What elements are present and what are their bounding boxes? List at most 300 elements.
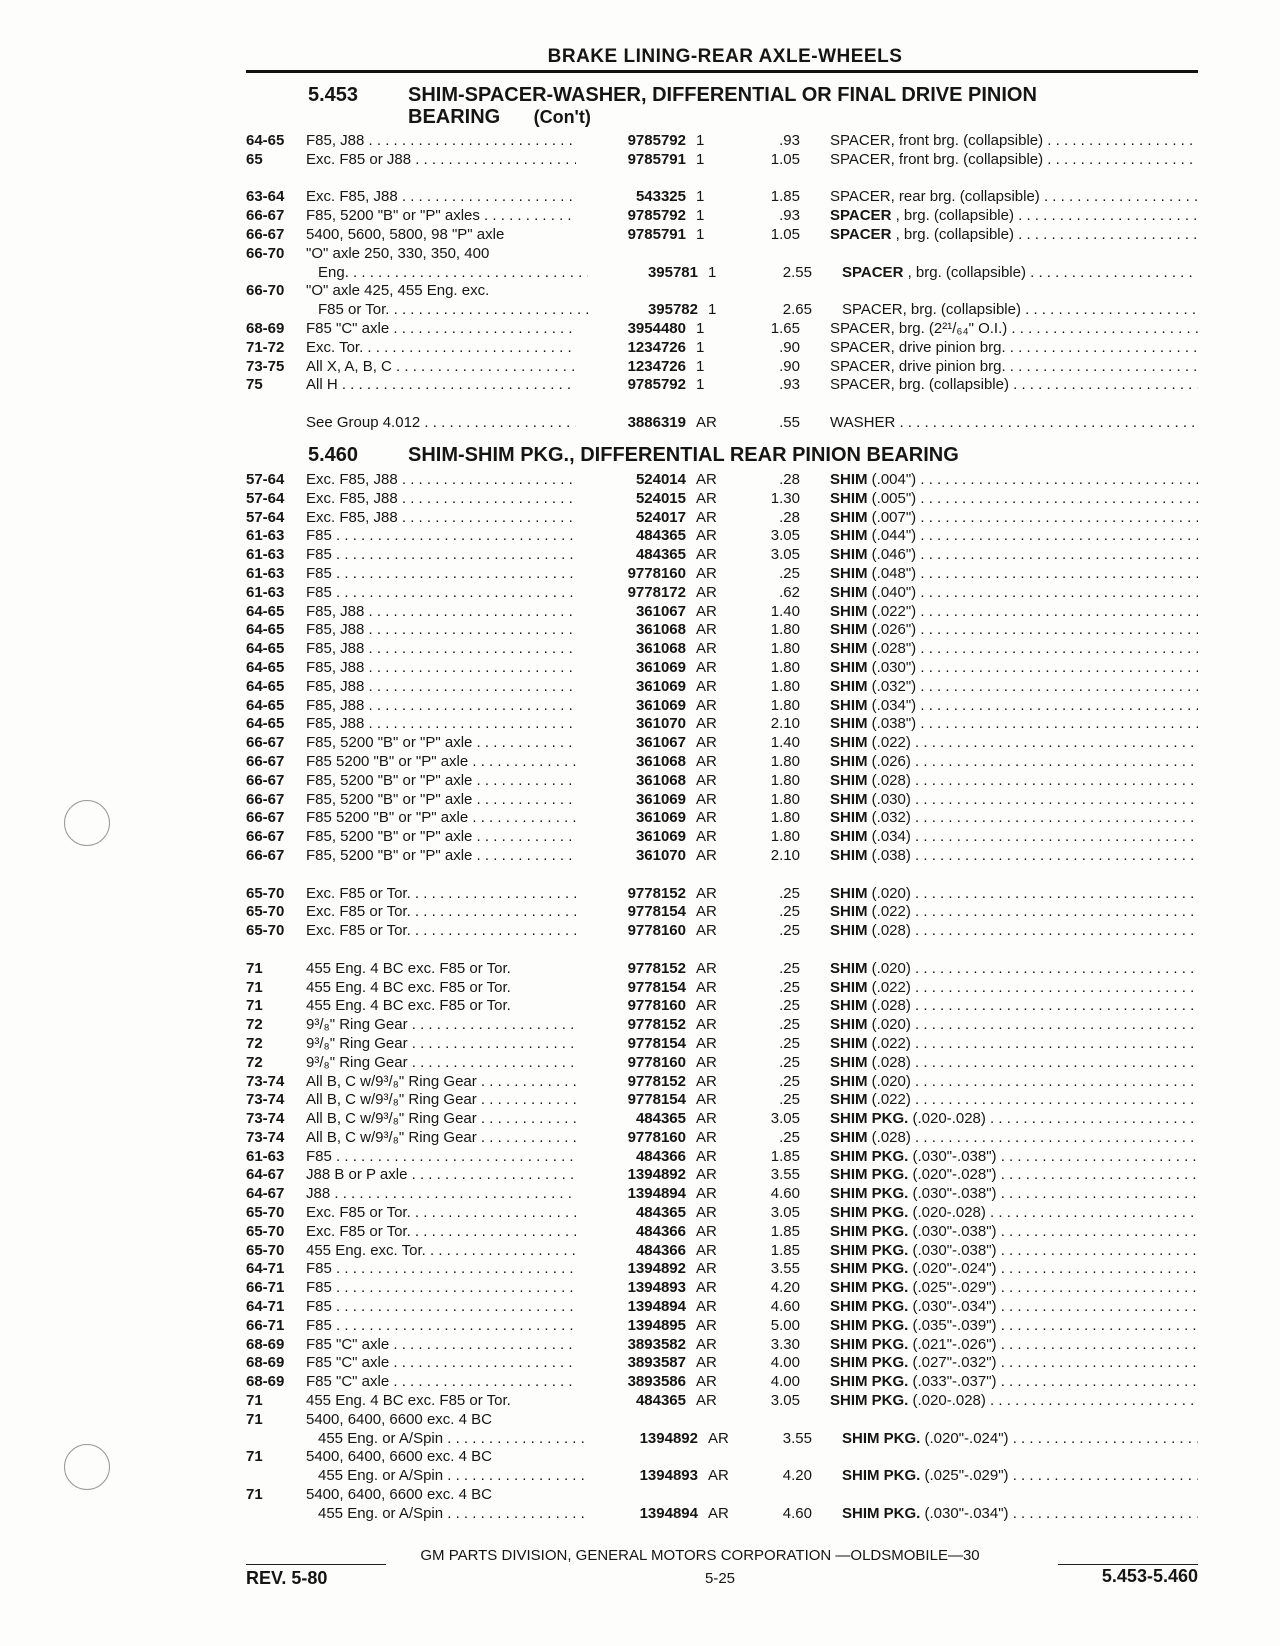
application-cell: Exc. F85, J88 . . . [306,490,576,509]
price-cell: 2.10 [770,846,800,864]
quantity-cell: AR [696,1316,717,1334]
table-row [246,960,1198,979]
year-cell: 64-67 [246,1166,285,1184]
quantity-cell: AR [696,790,717,808]
description-cell [800,1448,1198,1467]
quantity-cell: AR [696,1053,717,1071]
table-row [246,603,1198,622]
year-cell: 72 [246,1016,263,1034]
year-cell: 68-69 [246,1335,285,1353]
year-cell: 64-67 [246,1185,285,1203]
part-number-cell [576,245,686,264]
part-number-cell: 3893582 [627,1335,686,1353]
application-cell: F85 . . . [306,1298,576,1317]
quantity-cell: AR [696,1016,717,1034]
year-cell: 66-70 [246,244,285,262]
part-number-cell: 543325 [635,188,686,206]
year-cell: 71-72 [246,338,285,356]
quantity-cell: 1 [696,207,705,225]
application-cell: All B, C w/9³/₈" Ring Gear . . . [306,1129,576,1148]
description-cell: SPACER, front brg. (collapsible) . . . [800,151,1198,170]
quantity-cell: AR [696,752,717,770]
part-number-cell: 1234726 [627,357,686,375]
quantity-cell: AR [696,564,717,582]
quantity-cell: AR [696,527,717,545]
table-row [246,1336,1198,1355]
row-spacer [246,395,1198,414]
application-cell: F85, J88 . . . [306,697,576,716]
table-row [246,1448,1198,1467]
binder-hole-mark [64,800,110,846]
part-number-cell: 9778152 [627,1016,686,1034]
application-cell: F85 . . . [306,584,576,603]
price-cell: 1.85 [770,188,800,206]
description-cell: SHIM PKG. (.027"-.032") . . . [800,1354,1198,1373]
quantity-cell: AR [696,1072,717,1090]
year-cell: 63-64 [246,188,285,206]
quantity-cell: AR [696,903,717,921]
table-row [246,809,1198,828]
description-cell: SHIM (.022) . . . [800,903,1198,922]
quantity-cell: AR [696,978,717,996]
quantity-cell: AR [696,640,717,658]
year-cell: 65-70 [246,922,285,940]
application-cell: F85 5200 "B" or "P" axle . . . [306,809,576,828]
year-cell: 61-63 [246,1147,285,1165]
year-cell: 68-69 [246,1354,285,1372]
quantity-cell: AR [696,922,717,940]
application-cell: F85, 5200 "B" or "P" axle . . . [306,847,576,866]
description-cell: SPACER, front brg. (collapsible) . . . [800,132,1198,151]
quantity-cell: AR [696,771,717,789]
price-cell: .25 [779,1053,800,1071]
application-cell: All B, C w/9³/₈" Ring Gear . . . [306,1091,576,1110]
application-cell: F85 . . . [306,1148,576,1167]
year-cell: 65-70 [246,884,285,902]
table-row [246,979,1198,998]
table-row [246,414,1198,433]
year-cell: 72 [246,1053,263,1071]
year-cell: 71 [246,978,263,996]
year-cell: 66-70 [246,282,285,300]
table-row [246,1016,1198,1035]
price-cell [742,1486,800,1505]
price-cell: 4.00 [770,1373,800,1391]
year-cell: 64-65 [246,696,285,714]
year-cell: 65-70 [246,1222,285,1240]
quantity-cell: AR [696,1185,717,1203]
price-cell: 1.80 [770,809,800,827]
application-cell: "O" axle 250, 330, 350, 400 [306,244,490,262]
description-cell: SHIM (.034") . . . [800,697,1198,716]
application-cell: Eng. . . . [306,264,588,283]
quantity-cell: AR [696,1335,717,1353]
description-cell: SHIM (.048") . . . [800,565,1198,584]
application-cell: All B, C w/9³/₈" Ring Gear . . . [306,1073,576,1092]
application-cell: F85, J88 . . . [306,678,576,697]
quantity-cell: AR [696,846,717,864]
year-cell: 57-64 [246,508,285,526]
table-row [246,734,1198,753]
table-row [246,584,1198,603]
price-cell: 4.60 [782,1504,812,1522]
part-number-cell: 361069 [635,658,686,676]
table-row [246,358,1198,377]
description-cell: SHIM (.022) . . . [800,734,1198,753]
year-cell: 72 [246,1034,263,1052]
page-number: 5-25 [704,1570,736,1587]
application-cell: F85 . . . [306,1317,576,1336]
price-cell: 1.80 [770,752,800,770]
table-row [246,1166,1198,1185]
price-cell: .55 [779,413,800,431]
table-row [246,1110,1198,1129]
table-row [246,1467,1198,1486]
table-row [246,847,1198,866]
part-number-cell: 524014 [635,471,686,488]
quantity-cell: AR [696,997,717,1015]
application-cell: F85, 5200 "B" or "P" axle . . . [306,734,576,753]
application-cell: All B, C w/9³/₈" Ring Gear . . . [306,1110,576,1129]
table-row [246,339,1198,358]
description-cell: SHIM (.022") . . . [800,603,1198,622]
table-row [246,1505,1198,1524]
binder-hole-mark [64,1444,110,1490]
quantity-cell: AR [696,677,717,695]
description-cell: SHIM (.005") . . . [800,490,1198,509]
table-row [246,1298,1198,1317]
year-cell: 73-74 [246,1091,285,1109]
part-number-cell: 361069 [635,809,686,827]
quantity-cell: AR [696,1204,717,1222]
description-cell: SHIM PKG. (.020"-.028") . . . [800,1166,1198,1185]
quantity-cell: 1 [696,319,705,337]
price-cell: .25 [779,903,800,921]
year-cell: 64-65 [246,132,285,149]
year-cell [246,264,306,283]
quantity-cell: AR [696,583,717,601]
price-cell: 4.20 [770,1279,800,1297]
description-cell: SHIM (.020) . . . [800,1016,1198,1035]
description-cell: SPACER , brg. (collapsible) . . . [800,226,1198,245]
table-row [246,151,1198,170]
year-cell: 75 [246,376,263,394]
description-cell: SHIM PKG. (.020"-.024") . . . [800,1260,1198,1279]
description-cell: SHIM (.026) . . . [800,753,1198,772]
application-cell: 455 Eng. 4 BC exc. F85 or Tor. [306,1392,511,1410]
table-row [246,678,1198,697]
price-cell: 3.05 [770,1204,800,1222]
part-number-cell: 361068 [635,621,686,639]
description-cell: SHIM (.004") . . . [800,471,1198,490]
part-number-cell: 9778152 [627,959,686,977]
year-cell: 66-67 [246,225,285,243]
year-cell: 57-64 [246,489,285,507]
description-cell: SHIM (.028) . . . [800,1054,1198,1073]
price-cell: 1.30 [770,489,800,507]
quantity-cell: AR [696,413,717,431]
footer-publisher: GM PARTS DIVISION, GENERAL MOTORS CORPORATION —OLDSMOBILE—30 [420,1547,980,1564]
description-cell: SPACER, brg. (2²¹/₆₄" O.I.) . . . [800,320,1198,339]
table-row [246,1073,1198,1092]
price-cell: 3.55 [770,1166,800,1184]
year-cell: 66-67 [246,752,285,770]
year-cell [246,1467,306,1486]
application-cell: F85, 5200 "B" or "P" axle . . . [306,772,576,791]
application-cell: F85, J88 . . . [306,132,576,151]
description-cell: SHIM PKG. (.020"-.024") . . . [812,1430,1198,1449]
year-cell: 65-70 [246,1241,285,1259]
table-row [246,753,1198,772]
description-cell: SHIM PKG. (.025"-.029") . . . [800,1279,1198,1298]
table-row [246,188,1198,207]
part-number-cell: 9778160 [627,564,686,582]
part-number-cell: 1394894 [627,1298,686,1316]
description-cell [800,1411,1198,1430]
description-cell: SHIM PKG. (.030"-.038") . . . [800,1185,1198,1204]
application-cell: F85, J88 . . . [306,659,576,678]
description-cell: WASHER . . . [800,414,1198,433]
description-cell: SHIM PKG. (.030"-.038") . . . [800,1148,1198,1167]
quantity-cell: 1 [708,301,717,319]
quantity-cell: AR [696,602,717,620]
description-cell: SHIM (.030) . . . [800,791,1198,810]
year-cell: 64-71 [246,1298,285,1316]
table-row [246,1317,1198,1336]
section-title: SHIM-SPACER-WASHER, DIFFERENTIAL OR FINAL DRIVE PINION [408,84,1037,106]
year-cell: 64-65 [246,677,285,695]
price-cell: 1.85 [770,1222,800,1240]
year-cell: 71 [246,997,263,1015]
description-cell: SHIM PKG. (.030"-.038") . . . [800,1223,1198,1242]
table-row [246,509,1198,528]
price-cell: 4.00 [770,1354,800,1372]
part-number-cell: 524017 [635,508,686,526]
quantity-cell: 1 [696,150,705,168]
revision-label: REV. 5-80 [246,1568,328,1588]
description-cell: SHIM (.007") . . . [800,509,1198,528]
application-cell: F85, J88 . . . [306,621,576,640]
table-row [246,1486,1198,1505]
year-cell: 61-63 [246,583,285,601]
year-cell: 64-65 [246,715,285,733]
description-cell: SHIM PKG. (.020-.028) . . . [800,1392,1198,1411]
quantity-cell: AR [696,621,717,639]
application-cell: Exc. Tor. . . . [306,339,576,358]
description-cell: SHIM PKG. (.033"-.037") . . . [800,1373,1198,1392]
part-number-cell: 9778160 [627,997,686,1015]
year-cell: 73-74 [246,1110,285,1128]
application-cell: 9³/₈" Ring Gear . . . [306,1054,576,1073]
description-cell: SHIM PKG. (.030"-.034") . . . [800,1298,1198,1317]
header-rule [246,70,1198,73]
application-cell: 455 Eng. exc. Tor. . . . [306,1242,576,1261]
description-cell: SHIM (.028) . . . [800,922,1198,941]
table-row [246,264,1198,283]
price-cell: .28 [779,508,800,526]
table-row [246,1091,1198,1110]
year-cell: 61-63 [246,527,285,545]
table-row [246,791,1198,810]
application-cell: Exc. F85 or Tor. . . . [306,922,576,941]
description-cell: SHIM PKG. (.020-.028) . . . [800,1110,1198,1129]
quantity-cell: 1 [696,338,705,356]
part-number-cell: 361067 [635,602,686,620]
description-cell: SHIM (.020) . . . [800,1073,1198,1092]
footer-rule-right [1058,1564,1198,1565]
quantity-cell: AR [696,546,717,564]
application-cell: See Group 4.012 . . . [306,414,576,433]
application-cell: F85 . . . [306,546,576,565]
year-cell: 61-63 [246,564,285,582]
part-number-cell: 1234726 [627,338,686,356]
table-row [246,301,1198,320]
price-cell: 2.10 [770,715,800,733]
price-cell: .25 [779,1091,800,1109]
price-cell: .25 [779,1072,800,1090]
price-cell: .90 [779,357,800,375]
quantity-cell: AR [696,1091,717,1109]
table-row [246,1392,1198,1411]
price-cell: 1.80 [770,677,800,695]
table-row [246,659,1198,678]
table-row [246,565,1198,584]
year-cell: 65-70 [246,1204,285,1222]
part-number-cell: 361069 [635,696,686,714]
part-number-cell [576,1486,686,1505]
description-cell: SHIM (.032) . . . [800,809,1198,828]
price-cell: 1.05 [770,225,800,243]
part-number-cell: 1394893 [627,1279,686,1297]
application-cell: 5400, 6400, 6600 exc. 4 BC [306,1410,492,1428]
quantity-cell: AR [696,658,717,676]
price-cell: 3.30 [770,1335,800,1353]
description-cell: SPACER , brg. (collapsible) . . . [812,264,1198,283]
description-cell: SHIM (.028") . . . [800,640,1198,659]
table-row [246,471,1198,490]
table-row [246,715,1198,734]
year-cell [246,414,306,433]
description-cell: SPACER, brg. (collapsible) . . . [812,301,1198,320]
price-cell: .25 [779,922,800,940]
row-spacer [246,941,1198,960]
part-number-cell: 361067 [635,734,686,752]
description-cell: SHIM (.030") . . . [800,659,1198,678]
part-number-cell: 9778160 [627,1053,686,1071]
price-cell: .93 [779,132,800,149]
part-number-cell: 395782 [647,301,698,319]
quantity-cell: 1 [696,188,705,206]
section-title-cont: BEARING [408,106,501,128]
section-range: 5.453-5.460 [1101,1566,1198,1586]
price-cell: 2.55 [782,263,812,281]
description-cell: SHIM PKG. (.030"-.034") . . . [812,1505,1198,1524]
year-cell: 66-67 [246,790,285,808]
year-cell [246,301,306,320]
price-cell: .28 [779,471,800,488]
quantity-cell [686,282,742,301]
price-cell: 1.40 [770,602,800,620]
price-cell: 1.40 [770,734,800,752]
footer-rule-left [246,1564,386,1565]
application-cell: 455 Eng. or A/Spin . . . [306,1467,588,1486]
application-cell: F85, 5200 "B" or "P" axles . . . [306,207,576,226]
part-number-cell: 3954480 [627,319,686,337]
description-cell: SHIM (.040") . . . [800,584,1198,603]
row-spacer [246,170,1198,189]
parts-table-5453 [246,132,1198,433]
price-cell: 1.85 [770,1241,800,1259]
table-row [246,1035,1198,1054]
part-number-cell: 484366 [635,1222,686,1240]
price-cell: 1.80 [770,621,800,639]
part-number-cell: 9785791 [627,150,686,168]
year-cell: 66-71 [246,1279,285,1297]
year-cell: 68-69 [246,1373,285,1391]
quantity-cell: 1 [708,263,717,281]
description-cell: SHIM (.038) . . . [800,847,1198,866]
year-cell: 68-69 [246,319,285,337]
application-cell: 455 Eng. 4 BC exc. F85 or Tor. [306,978,511,996]
part-number-cell [576,1448,686,1467]
description-cell: SHIM (.038") . . . [800,715,1198,734]
table-row [246,490,1198,509]
price-cell: 3.05 [770,1392,800,1410]
year-cell: 66-67 [246,207,285,225]
table-row [246,282,1198,301]
price-cell: .25 [779,978,800,996]
part-number-cell: 9778154 [627,978,686,996]
part-number-cell: 484365 [635,527,686,545]
price-cell: .25 [779,1016,800,1034]
part-number-cell: 9778160 [627,1128,686,1146]
price-cell: 4.60 [770,1185,800,1203]
quantity-cell: AR [696,959,717,977]
quantity-cell [686,1411,742,1430]
part-number-cell: 3893586 [627,1373,686,1391]
year-cell: 71 [246,959,263,977]
description-cell: SPACER, rear brg. (collapsible) . . . [800,188,1198,207]
section-number: 5.460 [308,444,359,466]
part-number-cell: 9778154 [627,1091,686,1109]
year-cell: 73-74 [246,1128,285,1146]
part-number-cell: 3893587 [627,1354,686,1372]
description-cell: SHIM PKG. (.030"-.038") . . . [800,1242,1198,1261]
application-cell: Exc. F85, J88 . . . [306,471,576,490]
application-cell: All X, A, B, C . . . [306,358,576,377]
table-row [246,1223,1198,1242]
table-row [246,1242,1198,1261]
quantity-cell: AR [696,1128,717,1146]
price-cell: 3.05 [770,1110,800,1128]
description-cell: SHIM (.028) . . . [800,1129,1198,1148]
application-cell: F85, J88 . . . [306,715,576,734]
quantity-cell: 1 [696,132,705,149]
year-cell: 64-65 [246,621,285,639]
part-number-cell: 1394894 [639,1504,698,1522]
quantity-cell: AR [696,1110,717,1128]
price-cell: 4.60 [770,1298,800,1316]
table-row [246,1354,1198,1373]
part-number-cell: 9785792 [627,132,686,149]
description-cell: SPACER, drive pinion brg. . . . [800,339,1198,358]
price-cell: 1.80 [770,771,800,789]
year-cell: 71 [246,1486,263,1504]
part-number-cell: 484365 [635,546,686,564]
quantity-cell: AR [696,508,717,526]
row-spacer [246,866,1198,885]
table-row [246,828,1198,847]
